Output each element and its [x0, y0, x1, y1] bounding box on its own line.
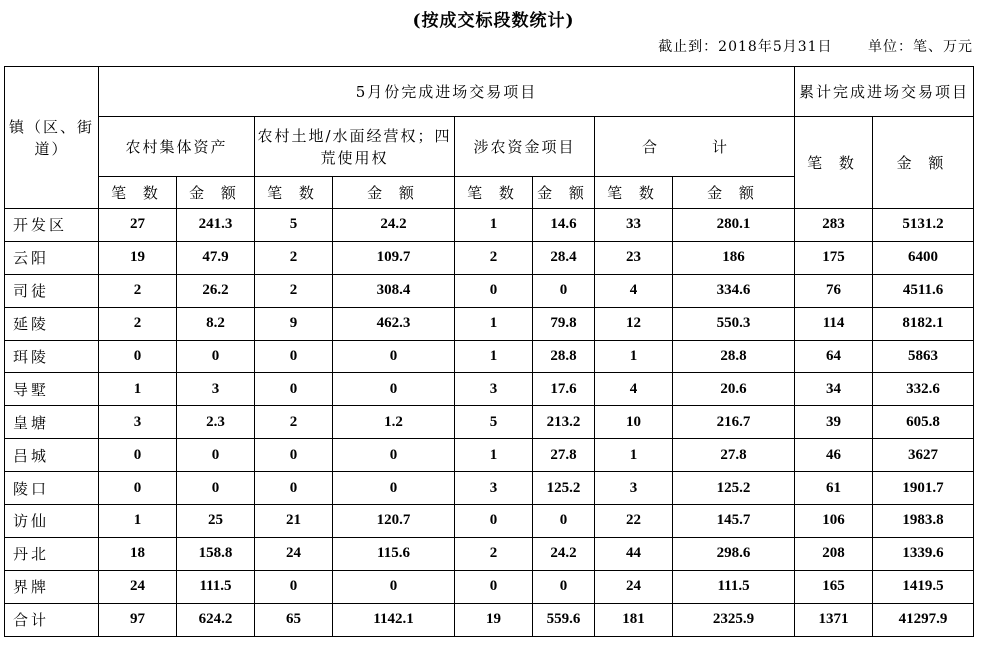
table-row — [5, 340, 974, 373]
town-cell: 云阳 — [5, 241, 99, 274]
count-cell: 10 — [595, 406, 673, 439]
header-subtotal: 合 计 — [595, 117, 795, 177]
count-cell: 2 — [255, 406, 333, 439]
count-cell: 19 — [455, 603, 533, 636]
amount-cell: 624.2 — [177, 603, 255, 636]
count-cell: 5 — [255, 209, 333, 242]
header-amount: 金 额 — [177, 177, 255, 209]
table-row — [5, 241, 974, 274]
count-cell: 3 — [595, 472, 673, 505]
cum-count-cell: 76 — [795, 274, 873, 307]
amount-cell: 24.2 — [333, 209, 455, 242]
count-cell: 0 — [255, 439, 333, 472]
cum-count-cell: 34 — [795, 373, 873, 406]
cum-count-cell: 283 — [795, 209, 873, 242]
cum-count-cell: 61 — [795, 472, 873, 505]
cum-count-cell: 175 — [795, 241, 873, 274]
amount-cell: 111.5 — [177, 570, 255, 603]
count-cell: 12 — [595, 307, 673, 340]
count-cell: 0 — [455, 570, 533, 603]
amount-cell: 0 — [333, 570, 455, 603]
table-row — [5, 373, 974, 406]
header-amount: 金 额 — [333, 177, 455, 209]
count-cell: 18 — [99, 537, 177, 570]
amount-cell: 0 — [333, 340, 455, 373]
header-count: 笔 数 — [255, 177, 333, 209]
amount-cell: 0 — [533, 570, 595, 603]
amount-cell: 28.4 — [533, 241, 595, 274]
cum-amount-cell: 332.6 — [873, 373, 974, 406]
count-cell: 3 — [455, 472, 533, 505]
amount-cell: 0 — [333, 373, 455, 406]
count-cell: 3 — [455, 373, 533, 406]
count-cell: 5 — [455, 406, 533, 439]
count-cell: 24 — [255, 537, 333, 570]
count-cell: 1 — [455, 340, 533, 373]
count-cell: 3 — [99, 406, 177, 439]
count-cell: 0 — [99, 472, 177, 505]
cum-count-cell: 114 — [795, 307, 873, 340]
count-cell: 2 — [455, 241, 533, 274]
cutoff-date: 截止到：2018年5月31日 — [658, 39, 833, 55]
count-cell: 24 — [595, 570, 673, 603]
header-collective-assets: 农村集体资产 — [99, 117, 255, 177]
count-cell: 1 — [595, 340, 673, 373]
cum-count-cell: 1371 — [795, 603, 873, 636]
amount-cell: 1.2 — [333, 406, 455, 439]
header-town: 镇（区、街道） — [5, 67, 99, 209]
table-row — [5, 406, 974, 439]
amount-cell: 120.7 — [333, 505, 455, 538]
table-row — [5, 209, 974, 242]
amount-cell: 2325.9 — [673, 603, 795, 636]
cum-amount-cell: 4511.6 — [873, 274, 974, 307]
cum-amount-cell: 5863 — [873, 340, 974, 373]
header-agri-funds: 涉农资金项目 — [455, 117, 595, 177]
cum-count-cell: 46 — [795, 439, 873, 472]
count-cell: 0 — [255, 340, 333, 373]
amount-cell: 158.8 — [177, 537, 255, 570]
amount-cell: 79.8 — [533, 307, 595, 340]
amount-cell: 27.8 — [533, 439, 595, 472]
count-cell: 97 — [99, 603, 177, 636]
town-cell: 访仙 — [5, 505, 99, 538]
transaction-table — [4, 66, 974, 637]
amount-cell: 145.7 — [673, 505, 795, 538]
count-cell: 1 — [99, 373, 177, 406]
count-cell: 4 — [595, 373, 673, 406]
table-row — [5, 307, 974, 340]
count-cell: 2 — [255, 274, 333, 307]
count-cell: 44 — [595, 537, 673, 570]
cum-amount-cell: 1983.8 — [873, 505, 974, 538]
count-cell: 0 — [255, 570, 333, 603]
town-cell: 陵口 — [5, 472, 99, 505]
town-cell: 合计 — [5, 603, 99, 636]
amount-cell: 20.6 — [673, 373, 795, 406]
cum-amount-cell: 6400 — [873, 241, 974, 274]
count-cell: 2 — [455, 537, 533, 570]
amount-cell: 14.6 — [533, 209, 595, 242]
cum-amount-cell: 41297.9 — [873, 603, 974, 636]
town-cell: 皇塘 — [5, 406, 99, 439]
table-row — [5, 274, 974, 307]
header-cum-count: 笔 数 — [795, 117, 873, 209]
amount-cell: 2.3 — [177, 406, 255, 439]
header-count: 笔 数 — [455, 177, 533, 209]
cum-count-cell: 208 — [795, 537, 873, 570]
town-cell: 延陵 — [5, 307, 99, 340]
header-count: 笔 数 — [595, 177, 673, 209]
amount-cell: 125.2 — [533, 472, 595, 505]
count-cell: 27 — [99, 209, 177, 242]
amount-cell: 280.1 — [673, 209, 795, 242]
count-cell: 1 — [99, 505, 177, 538]
amount-cell: 0 — [533, 274, 595, 307]
amount-cell: 550.3 — [673, 307, 795, 340]
amount-cell: 28.8 — [533, 340, 595, 373]
amount-cell: 334.6 — [673, 274, 795, 307]
count-cell: 24 — [99, 570, 177, 603]
cum-count-cell: 165 — [795, 570, 873, 603]
amount-cell: 24.2 — [533, 537, 595, 570]
count-cell: 19 — [99, 241, 177, 274]
town-cell: 开发区 — [5, 209, 99, 242]
count-cell: 0 — [455, 505, 533, 538]
amount-cell: 1142.1 — [333, 603, 455, 636]
cum-amount-cell: 3627 — [873, 439, 974, 472]
amount-cell: 216.7 — [673, 406, 795, 439]
cum-count-cell: 39 — [795, 406, 873, 439]
count-cell: 33 — [595, 209, 673, 242]
header-count: 笔 数 — [99, 177, 177, 209]
table-row — [5, 472, 974, 505]
header-amount: 金 额 — [533, 177, 595, 209]
count-cell: 65 — [255, 603, 333, 636]
amount-cell: 8.2 — [177, 307, 255, 340]
amount-cell: 27.8 — [673, 439, 795, 472]
amount-cell: 109.7 — [333, 241, 455, 274]
cum-amount-cell: 1901.7 — [873, 472, 974, 505]
amount-cell: 111.5 — [673, 570, 795, 603]
report-meta — [628, 36, 973, 56]
amount-cell: 241.3 — [177, 209, 255, 242]
count-cell: 0 — [99, 340, 177, 373]
town-cell: 导墅 — [5, 373, 99, 406]
header-may-group: 5月份完成进场交易项目 — [99, 67, 795, 117]
count-cell: 9 — [255, 307, 333, 340]
count-cell: 23 — [595, 241, 673, 274]
cum-amount-cell: 1339.6 — [873, 537, 974, 570]
header-amount: 金 额 — [673, 177, 795, 209]
town-cell: 吕城 — [5, 439, 99, 472]
table-row — [5, 439, 974, 472]
amount-cell: 0 — [177, 439, 255, 472]
amount-cell: 0 — [177, 340, 255, 373]
count-cell: 1 — [455, 439, 533, 472]
amount-cell: 462.3 — [333, 307, 455, 340]
count-cell: 2 — [99, 274, 177, 307]
amount-cell: 47.9 — [177, 241, 255, 274]
count-cell: 22 — [595, 505, 673, 538]
unit-label: 单位：笔、万元 — [868, 39, 973, 55]
count-cell: 0 — [455, 274, 533, 307]
amount-cell: 213.2 — [533, 406, 595, 439]
report-subtitle: (按成交标段数统计) — [412, 11, 575, 31]
count-cell: 1 — [455, 209, 533, 242]
town-cell: 珥陵 — [5, 340, 99, 373]
count-cell: 0 — [255, 373, 333, 406]
amount-cell: 0 — [533, 505, 595, 538]
amount-cell: 308.4 — [333, 274, 455, 307]
count-cell: 0 — [99, 439, 177, 472]
amount-cell: 186 — [673, 241, 795, 274]
table-row — [5, 570, 974, 603]
header-cumulative-group: 累计完成进场交易项目 — [795, 67, 974, 117]
header-land-rights: 农村土地/水面经营权；四荒使用权 — [255, 117, 455, 177]
cum-amount-cell: 1419.5 — [873, 570, 974, 603]
amount-cell: 26.2 — [177, 274, 255, 307]
amount-cell: 559.6 — [533, 603, 595, 636]
table-row — [5, 537, 974, 570]
town-cell: 丹北 — [5, 537, 99, 570]
count-cell: 2 — [99, 307, 177, 340]
cum-count-cell: 64 — [795, 340, 873, 373]
header-cum-amount: 金 额 — [873, 117, 974, 209]
table-row — [5, 505, 974, 538]
count-cell: 1 — [455, 307, 533, 340]
count-cell: 2 — [255, 241, 333, 274]
amount-cell: 28.8 — [673, 340, 795, 373]
amount-cell: 0 — [333, 439, 455, 472]
count-cell: 0 — [255, 472, 333, 505]
amount-cell: 0 — [333, 472, 455, 505]
amount-cell: 17.6 — [533, 373, 595, 406]
amount-cell: 115.6 — [333, 537, 455, 570]
count-cell: 4 — [595, 274, 673, 307]
count-cell: 21 — [255, 505, 333, 538]
town-cell: 司徒 — [5, 274, 99, 307]
cum-amount-cell: 8182.1 — [873, 307, 974, 340]
amount-cell: 25 — [177, 505, 255, 538]
count-cell: 1 — [595, 439, 673, 472]
amount-cell: 0 — [177, 472, 255, 505]
amount-cell: 125.2 — [673, 472, 795, 505]
town-cell: 界牌 — [5, 570, 99, 603]
cum-amount-cell: 5131.2 — [873, 209, 974, 242]
amount-cell: 3 — [177, 373, 255, 406]
cum-count-cell: 106 — [795, 505, 873, 538]
count-cell: 181 — [595, 603, 673, 636]
total-row — [5, 603, 974, 636]
cum-amount-cell: 605.8 — [873, 406, 974, 439]
amount-cell: 298.6 — [673, 537, 795, 570]
